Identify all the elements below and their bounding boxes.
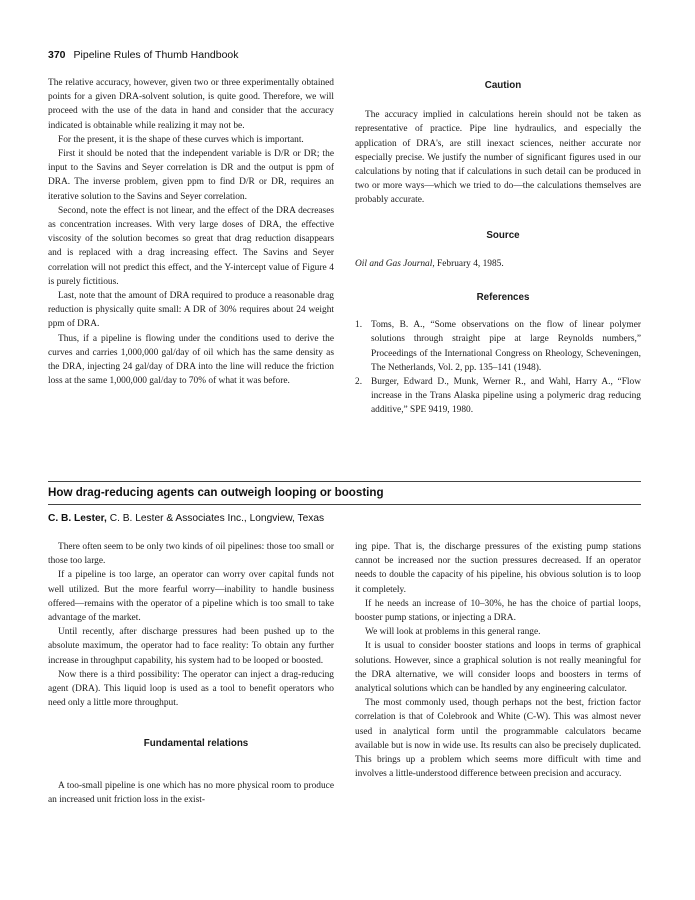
author-name: C. B. Lester, (48, 513, 107, 524)
reference-number: 1. (355, 320, 363, 331)
title-rule-bottom (48, 504, 641, 505)
author-affiliation: C. B. Lester & Associates Inc., Longview, Texas (106, 513, 325, 524)
bottom-right-column (355, 540, 641, 781)
paragraph: Now there is a third possibility: The operator can inject a drag-reducing agent (DRA). This liquid loop is used as a tool to benefit operators who need only a little more throughput. (48, 669, 334, 709)
paragraph: First it should be noted that the independent variable is D/R or DR; the input to the Savins and Seyer correlation is DR and the output is ppm of DRA. The inverse problem, given ppm to find D/R or DR, requires an iterative solution to the Savins and Seyer correlation. (48, 149, 334, 202)
reference-text: Burger, Edward D., Munk, Werner R., and Wahl, Harry A., “Flow increase in the Trans Alaska pipeline using a polymeric drag reducing additive,” SPE 9419, 1980. (371, 377, 641, 416)
reference-item (355, 375, 641, 418)
fundamental-relations-heading: Fundamental relations (143, 738, 249, 750)
paragraph: If a pipeline is too large, an operator can worry over capital funds not well utilized. But the more fearful worry—inability to handle business offered—remains with the operator of a pipeline which is too small to take advantage of the market. (48, 570, 334, 624)
paragraph: ing pipe. That is, the discharge pressures of the existing pump stations cannot be increased nor the suction pressures decreased. If an operator needs to double the capacity of his pipeline, his obvious solution is to loop it completely. (355, 542, 641, 595)
paragraph: If he needs an increase of 10–30%, he has the choice of partial loops, booster pump stations, or injecting a DRA. (355, 598, 641, 624)
bottom-left-column (48, 540, 334, 807)
source-citation (355, 257, 641, 271)
top-right-column (355, 76, 641, 418)
title-rule-top (48, 481, 641, 482)
paragraph: The most commonly used, though perhaps not the best, friction factor correlation is that of Colebrook and White (C-W). This was almost never used in analytical form until the programmable calculators became available but is now in wide use. Its results can also be precisely duplicated. This brings up a problem which seems more difficult with time and involves a little-understood difference between precision and accuracy. (355, 698, 641, 780)
paragraph: Thus, if a pipeline is flowing under the conditions used to derive the curves and carries 1,000,000 gal/day of oil which has the same density as the DRA, injecting 24 gal/day of DRA into the line will reduce the friction loss at the same 1,000,000 gal/day to 70% of what it was before. (48, 333, 334, 387)
reference-text: Toms, B. A., “Some observations on the flow of linear polymer solutions through straight pipe at large Reynolds numbers,” Proceedings of the International Congress on Rheology, Scheveningen, The Netherlands, Vol. 2, pp. 135–141 (1948). (371, 320, 641, 373)
source-journal: Oil and Gas Journal (355, 258, 433, 269)
paragraph: Second, note the effect is not linear, and the effect of the DRA decreases as concentration increases. With very large doses of DRA, the effective viscosity of the solution becomes so great that drag reduction disappears and is replaced with a drag increasing effect. The Savins and Seyer correlation will not predict this effect, and the Y-intercept value of Figure 4 is purely fictitious. (48, 205, 334, 287)
page-number: 370 (48, 49, 66, 61)
paragraph: There often seem to be only two kinds of oil pipelines: those too small or those too large. (48, 542, 334, 567)
top-left-column (48, 76, 334, 388)
paragraph: A too-small pipeline is one which has no more physical room to produce an increased unit friction loss in the exist- (48, 780, 334, 805)
caution-text: The accuracy implied in calculations herein should not be taken as representative of practice. Pipe line hydraulics, and especially the application of DRA's, are still inexact sciences, neither accurate nor especially precise. We justify the number of significant figures used in our calculations by noting that if calculations in such detail can be produced in two or more ways—which we tried to do—the calculations themselves are probably accurate. (355, 110, 641, 206)
article-title: How drag-reducing agents can outweigh looping or boosting (48, 486, 384, 499)
reference-number: 2. (355, 377, 363, 388)
byline (48, 513, 324, 524)
caution-heading: Caution (484, 80, 522, 91)
running-head (48, 49, 239, 61)
paragraph: The relative accuracy, however, given two or three experimentally obtained points for a given DRA-solvent solution, is quite good. Therefore, we will proceed with the use of the data in hand and consider that the accuracy indicated is obtainable while realizing it may not be. (48, 78, 334, 131)
paragraph: It is usual to consider booster stations and loops in terms of graphical solutions. However, since a graphical solution is not really meaningful for the DRA alternative, we will consider loops and boosters in terms of analytical solutions which can be handled by any engineering calculator. (355, 641, 641, 695)
source-heading: Source (486, 229, 520, 241)
paragraph: We will look at problems in this general range. (365, 627, 541, 638)
paragraph: Last, note that the amount of DRA required to produce a reasonable drag reduction is physically quite small: A DR of 30% requires about 24 weight ppm of DRA. (48, 291, 334, 330)
references-heading: References (476, 292, 530, 304)
references-list (355, 318, 641, 417)
book-title: Pipeline Rules of Thumb Handbook (73, 49, 239, 61)
source-date: , February 4, 1985. (432, 258, 504, 269)
reference-item (355, 318, 641, 375)
paragraph: For the present, it is the shape of these curves which is important. (58, 134, 304, 145)
paragraph: Until recently, after discharge pressures had been pushed up to the absolute maximum, the operator had to face reality: To obtain any further increase in throughput capability, his system had to be looped or boosted. (48, 627, 334, 666)
